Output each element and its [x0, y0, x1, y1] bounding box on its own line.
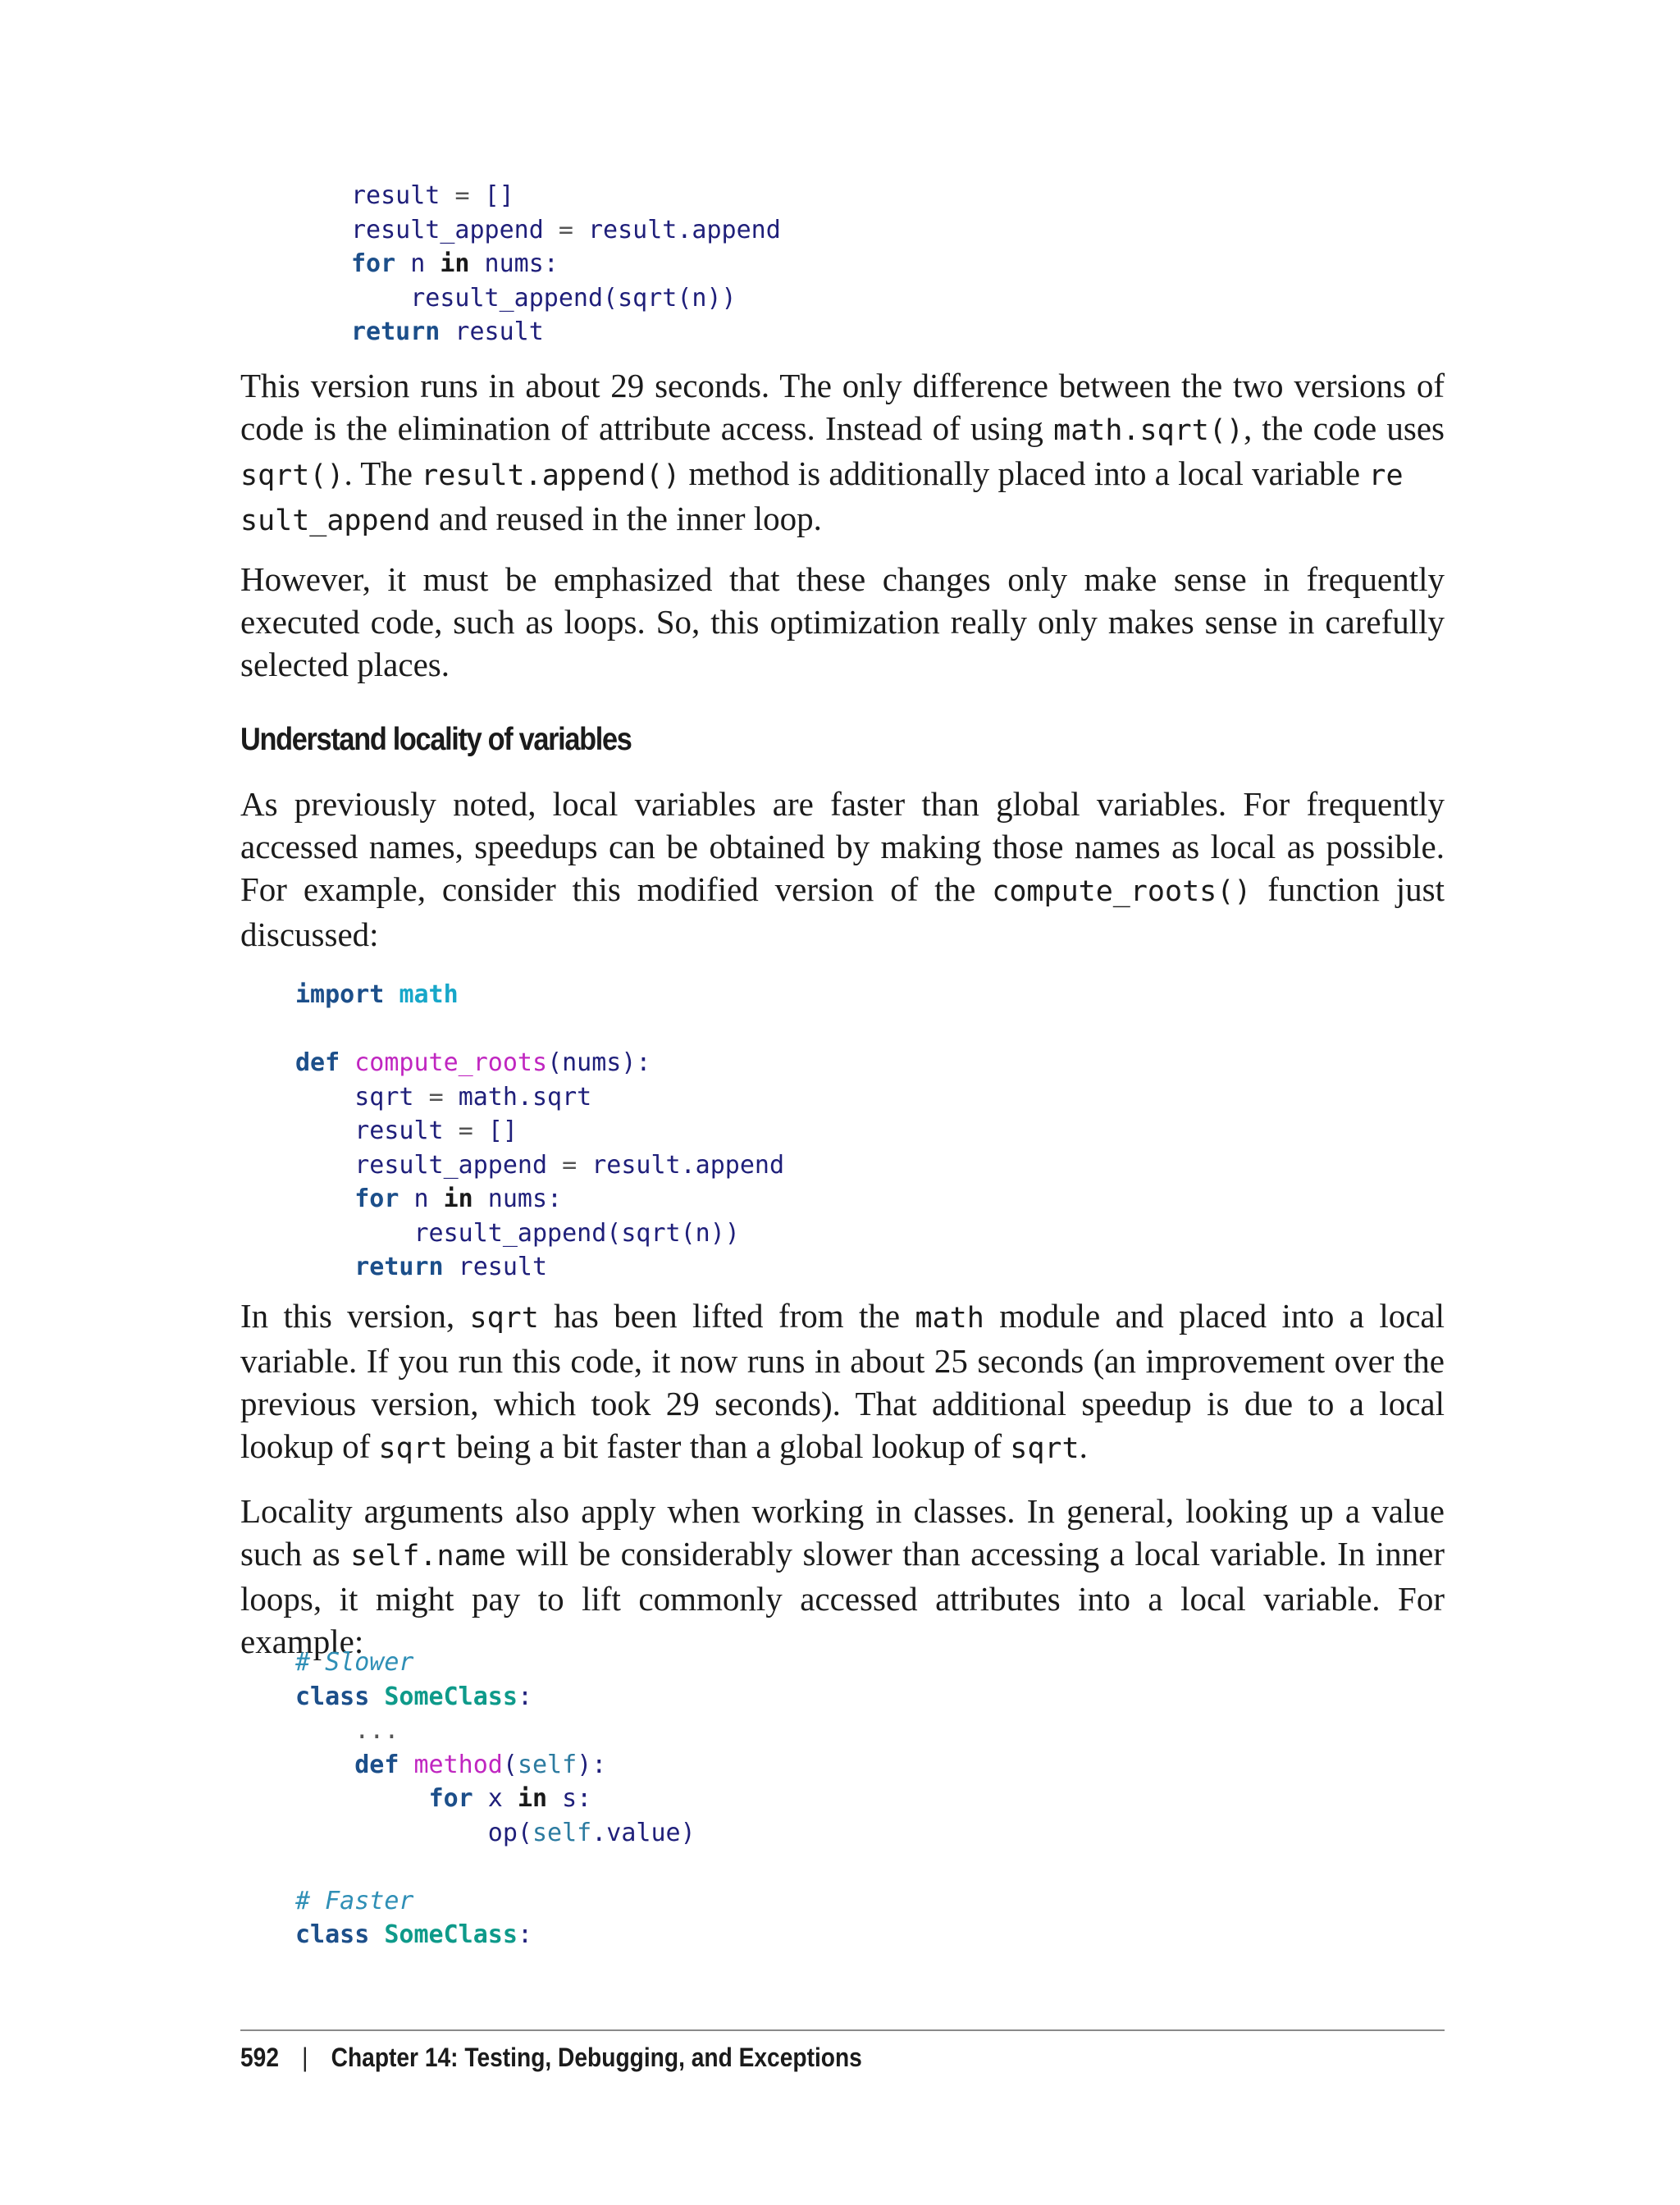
- page-footer: [240, 2043, 862, 2073]
- inline-code: self.name: [350, 1540, 506, 1573]
- footer-rule: [240, 2029, 1445, 2031]
- inline-code: result.append(): [421, 459, 681, 492]
- paragraph-version-runs: This version runs in about 29 seconds. The only difference between the two versions of code is the elimination of attribute access. Instead of using math.sqrt(), the code uses sqrt(). The result.append() method is additionally placed into a local variable re sult_append and reused in the inner loop.: [240, 367, 1445, 537]
- code-line: for x in s:: [428, 1784, 592, 1813]
- code-line: result = []: [295, 1116, 518, 1145]
- section-heading: Understand locality of variables: [240, 722, 632, 757]
- code-block-compute-roots: [295, 978, 784, 1285]
- paragraph-locality: As previously noted, local variables are faster than global variables. For frequently accessed names, speedups can be obtained by making those names as local as possible. For example, consider this modified version of the compute_roots() function just discussed:: [240, 785, 1445, 953]
- inline-code: sqrt(): [240, 459, 345, 492]
- chapter-title: Chapter 14: Testing, Debugging, and Exceptions: [331, 2043, 862, 2072]
- paragraph-classes: Locality arguments also apply when working in classes. In general, looking up a value such as self.name will be considerably slower than accessing a local variable. In inner loops, it might pay to lift commonly accessed attributes into a local variable. For example:: [240, 1492, 1445, 1660]
- inline-code: sqrt: [469, 1302, 539, 1335]
- code-line: # Slower: [295, 1648, 414, 1677]
- code-line: return result: [351, 317, 544, 346]
- inline-code: sqrt: [378, 1432, 448, 1465]
- code-line: op(self.value): [295, 1818, 696, 1847]
- code-line: import math: [295, 980, 459, 1009]
- inline-code: math: [915, 1302, 984, 1335]
- code-line: for n in nums:: [354, 1185, 563, 1213]
- code-line: result_append(sqrt(n)): [295, 1218, 740, 1248]
- code-line: def method(self):: [354, 1750, 607, 1779]
- inline-code: sult_append: [240, 504, 431, 537]
- paragraph-emphasized: However, it must be emphasized that these changes only make sense in frequently executed code, such as loops. So, this optimization really only makes sense in carefully selected places.: [240, 560, 1445, 683]
- code-line: sqrt = math.sqrt: [295, 1082, 592, 1112]
- page-number: 592: [240, 2043, 279, 2072]
- code-line: return result: [354, 1253, 548, 1281]
- paragraph-this-version: In this version, sqrt has been lifted from the math module and placed into a local variable. If you run this code, it now runs in about 25 seconds (an improvement over the previous version, which took 29 seconds). That additional speedup is due to a local lookup of sqrt being a bit faster than a global lookup of sqrt.: [240, 1297, 1445, 1465]
- code-line: result_append(sqrt(n)): [351, 283, 737, 313]
- inline-code: math.sqrt(): [1053, 414, 1244, 447]
- code-line: class SomeClass:: [295, 1682, 532, 1711]
- code-line: result_append = result.append: [351, 215, 781, 244]
- code-line: result_append = result.append: [295, 1150, 785, 1180]
- inline-code: compute_roots(): [992, 875, 1252, 908]
- code-line: [295, 1012, 784, 1047]
- code-line: [295, 1850, 696, 1884]
- inline-code: sqrt: [1010, 1432, 1080, 1465]
- code-line: ...: [295, 1716, 399, 1745]
- footer-separator: |: [302, 2043, 308, 2072]
- code-line: result = []: [351, 181, 514, 210]
- code-line: for n in nums:: [351, 249, 559, 278]
- code-line: def compute_roots(nums):: [295, 1048, 651, 1077]
- inline-code: re: [1368, 459, 1404, 492]
- code-line: # Faster: [295, 1886, 414, 1915]
- code-block-top: [351, 179, 781, 349]
- code-block-someclass: [295, 1646, 696, 1952]
- code-line: class SomeClass:: [295, 1920, 532, 1949]
